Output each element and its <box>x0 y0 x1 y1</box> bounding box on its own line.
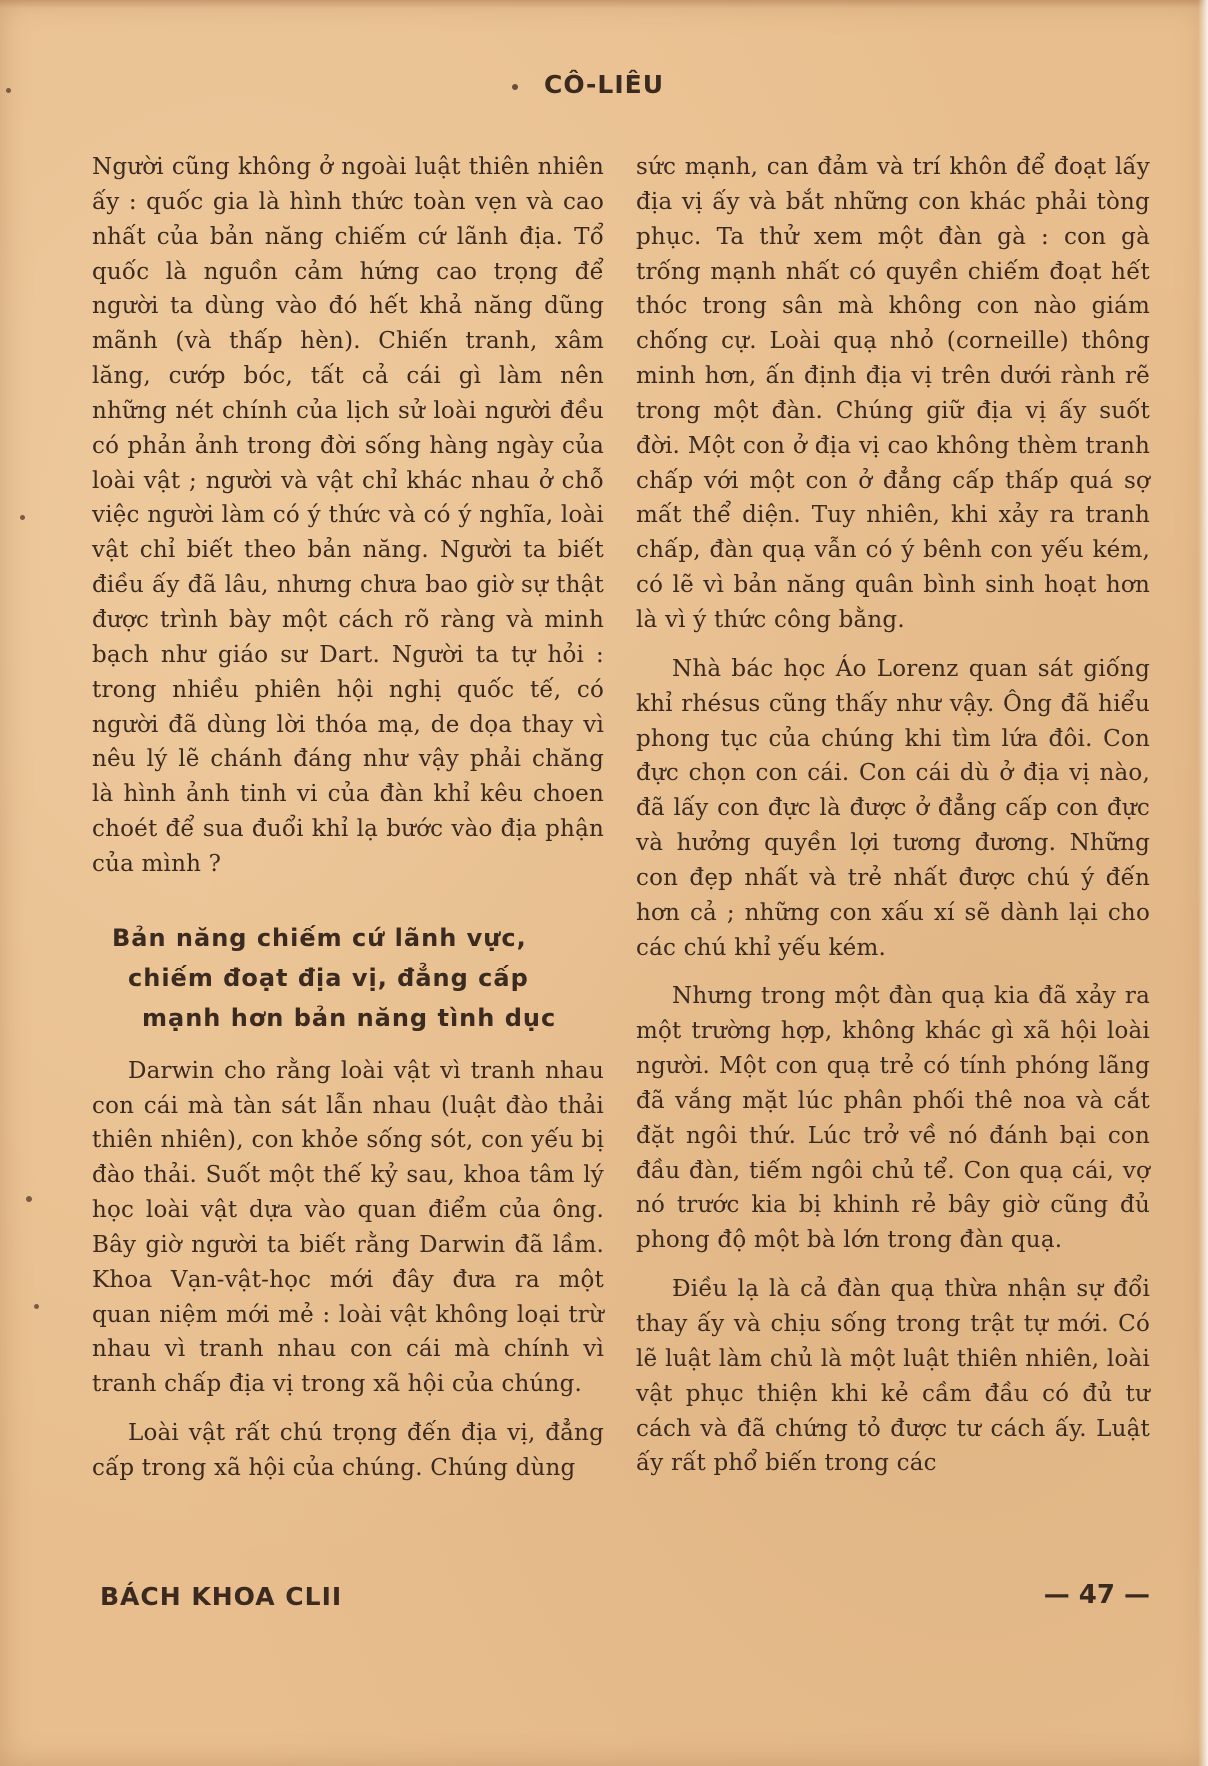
right-paragraph-4: Điều lạ là cả đàn quạ thừa nhận sự đổi thay ấy và chịu sống trong trật tự mới. Có lẽ luật làm chủ là một luật thiên nhiên, loài vật phục thiện khi kẻ cầm đầu có đủ tư cách và đã chứng tỏ được tư cách ấy. Luật ấy rất phổ biến trong các <box>636 1276 1150 1477</box>
right-paragraph-3: Nhưng trong một đàn quạ kia đã xảy ra một trường hợp, không khác gì xã hội loài người. Một con quạ trẻ có tính phóng lãng đã vắng mặt lúc phân phối thê noa và cắt đặt ngôi thứ. Lúc trở về nó đánh bại con đầu đàn, tiếm ngôi chủ tể. Con quạ cái, vợ nó trước kia bị khinh rẻ bây giờ cũng đủ phong độ một bà lớn trong đàn quạ. <box>636 983 1150 1254</box>
paper-speck <box>6 88 11 93</box>
paper-speck <box>34 1304 39 1309</box>
page-top-shadow <box>0 0 1208 8</box>
paper-speck <box>20 515 25 520</box>
paper-speck <box>26 1196 32 1202</box>
section-heading-line-1: Bản năng chiếm cứ lãnh vực, <box>112 923 527 952</box>
running-header: CÔ-LIÊU <box>543 70 665 99</box>
section-heading-line-2: chiếm đoạt địa vị, đẳng cấp <box>128 963 529 992</box>
right-column <box>636 150 1150 1481</box>
magazine-name: BÁCH KHOA CLII <box>100 1582 343 1611</box>
section-heading-line-3: mạnh hơn bản năng tình dục <box>142 1003 557 1032</box>
page-right-edge <box>1198 0 1208 1766</box>
left-column <box>92 150 604 1486</box>
left-paragraph-1: Người cũng không ở ngoài luật thiên nhiên ấy : quốc gia là hình thức toàn vẹn và cao nhất của bản năng chiếm cứ lãnh địa. Tổ quốc là nguồn cảm hứng cao trọng để người ta dùng vào đó hết khả năng dũng mãnh (và thấp hèn). Chiến tranh, xâm lăng, cướp bóc, tất cả cái gì làm nên những nét chính của lịch sử loài người đều có phản ảnh trong đời sống hàng ngày của loài vật ; người và vật chỉ khác nhau ở chỗ việc người làm có ý thức và có ý nghĩa, loài vật chỉ biết theo bản năng. Người ta biết điều ấy đã lâu, nhưng chưa bao giờ sự thật được trình bày một cách rõ ràng và minh bạch như giáo sư Dart. Người ta tự hỏi : trong nhiều phiên hội nghị quốc tế, có người đã dùng lời thóa mạ, de dọa thay vì nêu lý lẽ chánh đáng như vậy phải chăng là hình ảnh tinh vi của đàn khỉ kêu choen choét để sua đuổi khỉ lạ bước vào địa phận của mình ? <box>92 154 604 877</box>
right-paragraph-2: Nhà bác học Áo Lorenz quan sát giống khỉ rhésus cũng thấy như vậy. Ông đã hiểu phong tục của chúng khi tìm lứa đôi. Con đực chọn con cái. Con cái dù ở địa vị nào, đã lấy con đực là được ở đẳng cấp con đực và hưởng quyền lợi tương đương. Những con đẹp nhất và trẻ nhất được chú ý đến hơn cả ; những con xấu xí sẽ dành lại cho các chú khỉ yếu kém. <box>636 655 1150 961</box>
left-paragraph-3: Loài vật rất chú trọng đến địa vị, đẳng cấp trong xã hội của chúng. Chúng dùng <box>92 1420 604 1481</box>
section-heading <box>92 918 604 1038</box>
left-paragraph-2: Darwin cho rằng loài vật vì tranh nhau con cái mà tàn sát lẫn nhau (luật đào thải thiên nhiên), con khỏe sống sót, con yếu bị đào thải. Suốt một thế kỷ sau, khoa tâm lý học loài vật dựa vào quan điểm của ông. Bây giờ người ta biết rằng Darwin đã lầm. Khoa Vạn-vật-học mới đây đưa ra một quan niệm mới mẻ : loài vật không loại trừ nhau vì tranh nhau con cái mà chính vì tranh chấp địa vị trong xã hội của chúng. <box>92 1057 604 1398</box>
page-number: — 47 — <box>1043 1580 1150 1610</box>
right-paragraph-1: sức mạnh, can đảm và trí khôn để đoạt lấy địa vị ấy và bắt những con khác phải tòng phục. Ta thử xem một đàn gà : con gà trống mạnh nhất có quyền chiếm đoạt hết thóc trong sân mà không con nào giám chống cự. Loài quạ nhỏ (corneille) thông minh hơn, ấn định địa vị trên dưới rành rẽ trong một đàn. Chúng giữ địa vị ấy suốt đời. Một con ở địa vị cao không thèm tranh chấp với một con ở đẳng cấp thấp quá sợ mất thể diện. Tuy nhiên, khi xảy ra tranh chấp, đàn quạ vẫn có ý bênh con yếu kém, có lẽ vì bản năng quân bình sinh hoạt hơn là vì ý thức công bằng. <box>636 154 1150 633</box>
